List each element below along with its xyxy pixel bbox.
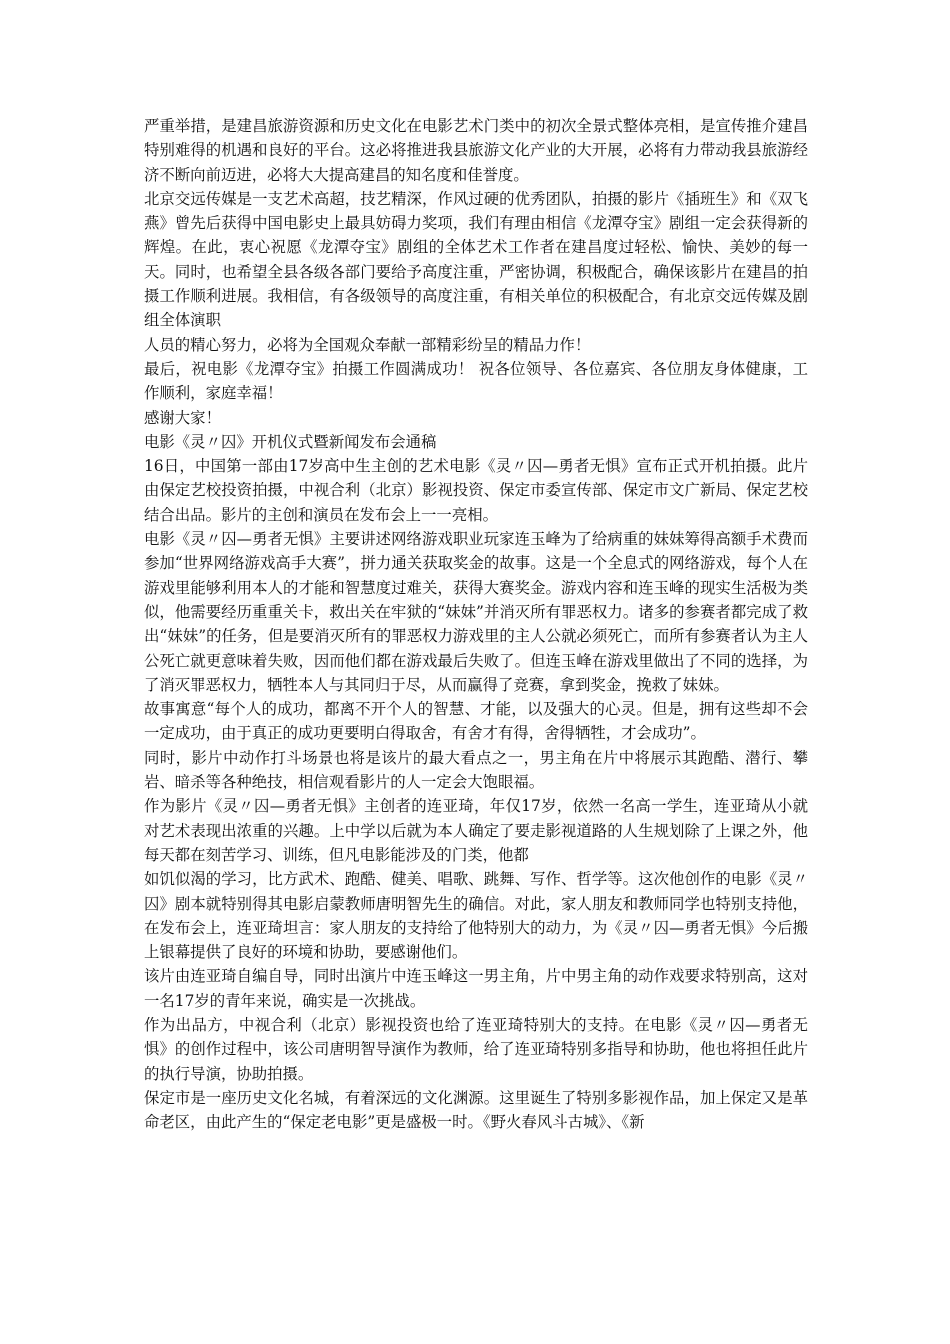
paragraph: 严重举措，是建昌旅游资源和历史文化在电影艺术门类中的初次全景式整体亮相，是宣传推介建昌特别难得的机遇和良好的平台。这必将推进我县旅游文化产业的大开展，必将有力带动我县旅游经济不断向前迈进，必将大大提高建昌的知名度和佳誉度。 — [144, 117, 808, 184]
paragraph: 作为出品方，中视合利（北京）影视投资也给了连亚琦特别大的支持。在电影《灵〃囚—勇者无惧》的创作过程中，该公司唐明智导演作为教师，给了连亚琦特别多指导和协助，他也将担任此片的执行导演，协助拍摄。 — [144, 1015, 808, 1083]
paragraph: 北京交远传媒是一支艺术高超，技艺精深，作风过硬的优秀团队，拍摄的影片《插班生》和《双飞燕》曾先后获得中国电影史上最具妨碍力奖项，我们有理由相信《龙潭夺宝》剧组一定会获得新的辉煌。在此，衷心祝愿《龙潭夺宝》剧组的全体艺术工作者在建昌度过轻松、愉快、美妙的每一天。同时，也希望全县各级各部门要给予高度注重，严密协调，积极配合，确保该影片在建昌的拍摄工作顺利进展。我相信，有各级领导的高度注重，有相关单位的积极配合，有北京交远传媒及剧组全体演职 — [144, 189, 808, 330]
document-body — [144, 114, 808, 1134]
paragraph: 感谢大家！ — [144, 408, 221, 427]
paragraph: 作为影片《灵〃囚—勇者无惧》主创者的连亚琦，年仅17岁，依然一名高一学生，连亚琦从小就对艺术表现出浓重的兴趣。上中学以后就为本人确定了要走影视道路的人生规划除了上课之外，他每天都在刻苦学习、训练，但凡电影能涉及的门类，他都 — [144, 797, 808, 864]
paragraph: 电影《灵〃囚—勇者无惧》主要讲述网络游戏职业玩家连玉峰为了给病重的妹妹筹得高额手术费而参加“世界网络游戏高手大赛”，拼力通关获取奖金的故事。这是一个全息式的网络游戏，每个人在游戏里能够利用本人的才能和智慧度过难关，获得大赛奖金。游戏内容和连玉峰的现实生活极为类似，他需要经历重重关卡，救出关在牢狱的“妹妹”并消灭所有罪恶权力。诸多的参赛者都完成了救出“妹妹”的任务，但是要消灭所有的罪恶权力游戏里的主人公就必须死亡，而所有参赛者认为主人公死亡就更意味着失败，因而他们都在游戏最后失败了。但连玉峰在游戏里做出了不同的选择，为了消灭罪恶权力，牺牲本人与其同归于尽，从而赢得了竞赛，拿到奖金，挽救了妹妹。 — [144, 530, 808, 694]
paragraph: 同时，影片中动作打斗场景也将是该片的最大看点之一，男主角在片中将展示其跑酷、潜行、攀岩、暗杀等各种绝技，相信观看影片的人一定会大饱眼福。 — [144, 748, 808, 792]
paragraph: 16日，中国第一部由17岁高中生主创的艺术电影《灵〃囚—勇者无惧》宣布正式开机拍摄。此片由保定艺校投资拍摄，中视合利（北京）影视投资、保定市委宣传部、保定市文广新局、保定艺校结合出品。影片的主创和演员在发布会上一一亮相。 — [144, 457, 808, 524]
section-title: 电影《灵〃囚》开机仪式暨新闻发布会通稿 — [144, 432, 437, 451]
paragraph: 最后，祝电影《龙潭夺宝》拍摄工作圆满成功！ 祝各位领导、各位嘉宾、各位朋友身体健康，工作顺利，家庭幸福！ — [144, 359, 808, 403]
paragraph: 保定市是一座历史文化名城，有着深远的文化渊源。这里诞生了特别多影视作品，加上保定又是革命老区，由此产生的“保定老电影”更是盛极一时。《野火春风斗古城》、《新 — [144, 1088, 808, 1132]
paragraph: 人员的精心努力，必将为全国观众奉献一部精彩纷呈的精品力作！ — [144, 335, 591, 354]
paragraph: 该片由连亚琦自编自导，同时出演片中连玉峰这一男主角，片中男主角的动作戏要求特别高，这对一名17岁的青年来说，确实是一次挑战。 — [144, 967, 808, 1010]
paragraph: 如饥似渴的学习，比方武术、跑酷、健美、唱歌、跳舞、写作、哲学等。这次他创作的电影《灵〃囚》剧本就特别得其电影启蒙教师唐明智先生的确信。对此，家人朋友和教师同学也特别支持他，在发布会上，连亚琦坦言：家人朋友的支持给了他特别大的动力，为《灵〃囚—勇者无惧》今后搬上银幕提供了良好的环境和协助，要感谢他们。 — [144, 870, 808, 962]
paragraph: 故事寓意“每个人的成功，都离不开个人的智慧、才能，以及强大的心灵。但是，拥有这些却不会一定成功，由于真正的成功更要明白得取舍，有舍才有得，舍得牺牲，才会成功”。 — [144, 700, 808, 743]
